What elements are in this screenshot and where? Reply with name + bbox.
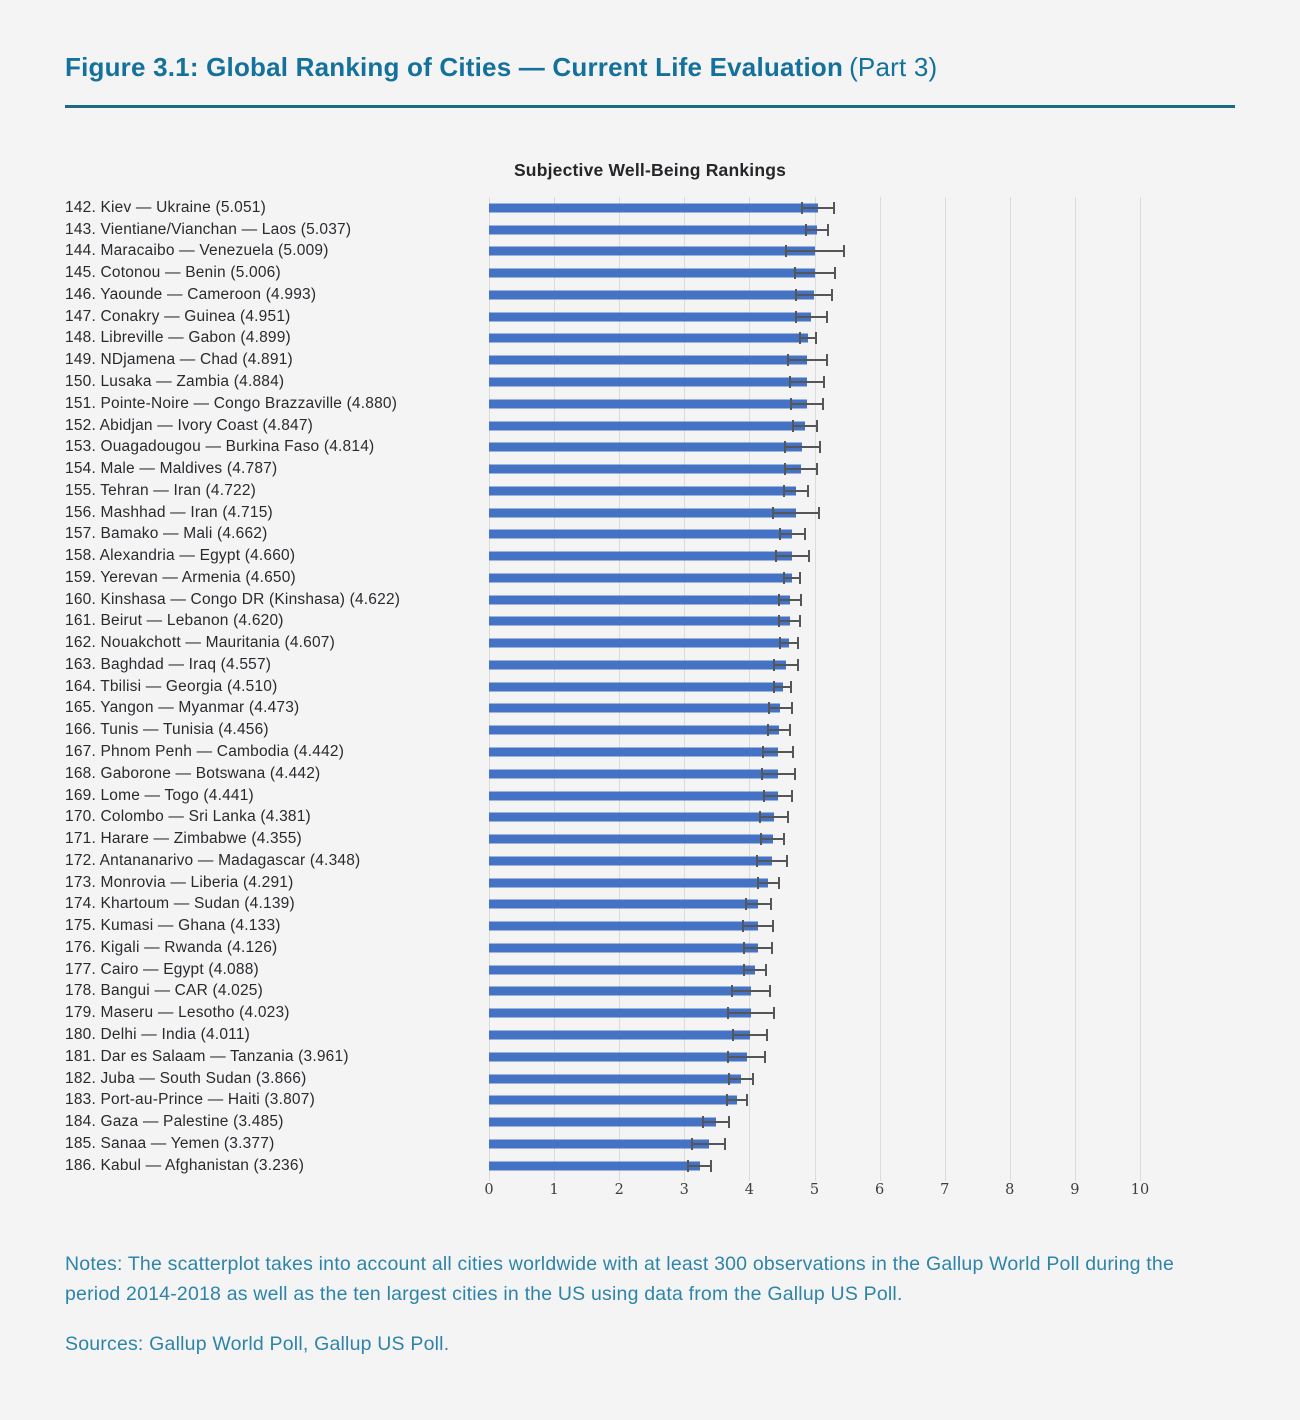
bar — [489, 465, 801, 474]
row-plot — [489, 1046, 1140, 1068]
chart-row — [65, 1155, 1235, 1177]
bar — [489, 247, 815, 256]
row-label: 156. Mashhad — Iran (4.715) — [65, 503, 273, 521]
row-plot — [489, 328, 1140, 350]
chart-row — [65, 306, 1235, 328]
row-label: 155. Tehran — Iran (4.722) — [65, 481, 257, 499]
bar — [489, 943, 758, 952]
bar — [489, 835, 773, 844]
bar — [489, 1161, 700, 1170]
chart-row — [65, 937, 1235, 959]
chart-row — [65, 915, 1235, 937]
bar — [489, 399, 807, 408]
row-plot — [489, 306, 1140, 328]
row-label: 159. Yerevan — Armenia (4.650) — [65, 568, 296, 586]
bar — [489, 1139, 709, 1148]
error-bar — [756, 855, 789, 867]
bar-chart — [65, 197, 1235, 1176]
bar — [489, 769, 778, 778]
chart-row — [65, 480, 1235, 502]
chart-row — [65, 1133, 1235, 1155]
bar — [489, 1074, 741, 1083]
chart-row — [65, 676, 1235, 698]
chart-row — [65, 872, 1235, 894]
row-plot — [489, 915, 1140, 937]
row-label: 170. Colombo — Sri Lanka (4.381) — [65, 808, 311, 826]
chart-row — [65, 589, 1235, 611]
chart-row — [65, 436, 1235, 458]
error-bar — [743, 942, 773, 954]
bar — [489, 856, 772, 865]
row-plot — [489, 415, 1140, 437]
row-label: 160. Kinshasa — Congo DR (Kinshasa) (4.622) — [65, 590, 401, 608]
error-bar — [726, 1094, 748, 1106]
row-plot — [489, 197, 1140, 219]
chart-row — [65, 1024, 1235, 1046]
row-label: 173. Monrovia — Liberia (4.291) — [65, 873, 294, 891]
row-plot — [489, 567, 1140, 589]
chart-row — [65, 502, 1235, 524]
row-plot — [489, 937, 1140, 959]
error-bar — [772, 507, 820, 519]
row-label: 179. Maseru — Lesotho (4.023) — [65, 1004, 290, 1022]
row-plot — [489, 676, 1140, 698]
row-plot — [489, 698, 1140, 720]
row-label: 162. Nouakchott — Mauritania (4.607) — [65, 634, 335, 652]
bar — [489, 312, 811, 321]
error-bar — [742, 920, 775, 932]
row-label: 182. Juba — South Sudan (3.866) — [65, 1069, 307, 1087]
row-plot — [489, 763, 1140, 785]
row-label: 167. Phnom Penh — Cambodia (4.442) — [65, 743, 345, 761]
error-bar — [792, 420, 818, 432]
error-bar — [761, 768, 796, 780]
chart-row — [65, 894, 1235, 916]
error-bar — [731, 985, 770, 997]
chart-row — [65, 349, 1235, 371]
error-bar — [762, 746, 795, 758]
chart-row — [65, 719, 1235, 741]
chart-row — [65, 371, 1235, 393]
row-plot — [489, 654, 1140, 676]
chart-row — [65, 806, 1235, 828]
row-label: 169. Lome — Togo (4.441) — [65, 786, 254, 804]
sources-text: Sources: Gallup World Poll, Gallup US Poll. — [65, 1332, 450, 1355]
bar — [489, 203, 818, 212]
error-bar — [795, 289, 833, 301]
x-axis-tick: 1 — [549, 1182, 559, 1199]
chart-row — [65, 654, 1235, 676]
row-label: 168. Gaborone — Botswana (4.442) — [65, 764, 321, 782]
row-label: 185. Sanaa — Yemen (3.377) — [65, 1134, 275, 1152]
error-bar — [783, 572, 801, 584]
figure-title-part: (Part 3) — [849, 52, 938, 82]
error-bar — [773, 659, 799, 671]
row-plot — [489, 349, 1140, 371]
error-bar — [743, 964, 766, 976]
bar — [489, 530, 792, 539]
bar — [489, 660, 786, 669]
error-bar — [779, 637, 799, 649]
row-label: 175. Kumasi — Ghana (4.133) — [65, 917, 281, 935]
row-label: 174. Khartoum — Sudan (4.139) — [65, 895, 295, 913]
chart-row — [65, 850, 1235, 872]
row-label: 186. Kabul — Afghanistan (3.236) — [65, 1156, 305, 1174]
chart-row — [65, 284, 1235, 306]
error-bar — [775, 550, 810, 562]
chart-row — [65, 415, 1235, 437]
x-axis-tick: 9 — [1070, 1182, 1080, 1199]
row-plot — [489, 1002, 1140, 1024]
row-label: 145. Cotonou — Benin (5.006) — [65, 264, 281, 282]
row-plot — [489, 1155, 1140, 1177]
chart-row — [65, 1111, 1235, 1133]
row-plot — [489, 1068, 1140, 1090]
row-plot — [489, 371, 1140, 393]
error-bar — [778, 594, 803, 606]
bar — [489, 987, 751, 996]
row-label: 158. Alexandria — Egypt (4.660) — [65, 547, 296, 565]
x-axis-tick: 6 — [874, 1182, 885, 1199]
bar — [489, 878, 768, 887]
bar — [489, 639, 789, 648]
error-bar — [745, 898, 772, 910]
chart-row — [65, 328, 1235, 350]
chart-row — [65, 262, 1235, 284]
row-label: 183. Port-au-Prince — Haiti (3.807) — [65, 1091, 315, 1109]
bar — [489, 922, 758, 931]
bar — [489, 1052, 747, 1061]
error-bar — [767, 724, 792, 736]
row-label: 163. Baghdad — Iraq (4.557) — [65, 655, 272, 673]
chart-row — [65, 785, 1235, 807]
row-label: 181. Dar es Salaam — Tanzania (3.961) — [65, 1047, 349, 1065]
row-label: 143. Vientiane/Vianchan — Laos (5.037) — [65, 220, 352, 238]
row-plot — [489, 981, 1140, 1003]
chart-row — [65, 219, 1235, 241]
error-bar — [795, 311, 828, 323]
bar — [489, 791, 778, 800]
chart-row — [65, 545, 1235, 567]
row-plot — [489, 959, 1140, 981]
bar — [489, 573, 792, 582]
error-bar — [727, 1007, 775, 1019]
row-plot — [489, 850, 1140, 872]
row-plot — [489, 785, 1140, 807]
x-axis-tick: 2 — [614, 1182, 624, 1199]
bar — [489, 1096, 737, 1105]
error-bar — [785, 245, 845, 257]
row-label: 154. Male — Maldives (4.787) — [65, 460, 278, 478]
row-plot — [489, 219, 1140, 241]
row-label: 172. Antananarivo — Madagascar (4.348) — [65, 851, 361, 869]
x-axis-tick: 7 — [940, 1182, 950, 1199]
chart-row — [65, 458, 1235, 480]
error-bar — [760, 833, 785, 845]
chart-row — [65, 959, 1235, 981]
error-bar — [784, 441, 822, 453]
error-bar — [784, 463, 818, 475]
row-plot — [489, 545, 1140, 567]
bar — [489, 356, 807, 365]
bar — [489, 552, 792, 561]
row-plot — [489, 436, 1140, 458]
row-plot — [489, 1111, 1140, 1133]
figure-title — [65, 52, 1235, 83]
chart-rows — [65, 197, 1235, 1176]
bar — [489, 421, 805, 430]
x-axis-tick: 8 — [1005, 1182, 1015, 1199]
error-bar — [773, 681, 791, 693]
row-plot — [489, 262, 1140, 284]
error-bar — [778, 615, 801, 627]
row-label: 177. Cairo — Egypt (4.088) — [65, 960, 259, 978]
row-label: 150. Lusaka — Zambia (4.884) — [65, 373, 285, 390]
row-label: 184. Gaza — Palestine (3.485) — [65, 1113, 284, 1131]
error-bar — [794, 267, 836, 279]
row-plot — [489, 806, 1140, 828]
error-bar — [790, 398, 824, 410]
chart-row — [65, 1089, 1235, 1111]
row-plot — [489, 872, 1140, 894]
bar — [489, 443, 802, 452]
error-bar — [779, 528, 805, 540]
bar — [489, 1118, 716, 1127]
error-bar — [691, 1138, 726, 1150]
chart-row — [65, 1068, 1235, 1090]
row-label: 144. Maracaibo — Venezuela (5.009) — [65, 242, 329, 260]
row-plot — [489, 894, 1140, 916]
bar — [489, 378, 807, 387]
bar — [489, 1030, 750, 1039]
row-label: 142. Kiev — Ukraine (5.051) — [65, 198, 266, 216]
row-label: 165. Yangon — Myanmar (4.473) — [65, 699, 300, 717]
error-bar — [759, 811, 789, 823]
bar — [489, 595, 790, 604]
chart-row — [65, 828, 1235, 850]
row-plot — [489, 241, 1140, 263]
chart-row — [65, 1002, 1235, 1024]
row-label: 147. Conakry — Guinea (4.951) — [65, 307, 291, 325]
bar — [489, 748, 778, 757]
error-bar — [702, 1116, 731, 1128]
row-plot — [489, 523, 1140, 545]
row-plot — [489, 502, 1140, 524]
chart-row — [65, 611, 1235, 633]
x-axis-tick: 4 — [744, 1182, 755, 1199]
row-plot — [489, 632, 1140, 654]
row-label: 171. Harare — Zimbabwe (4.355) — [65, 830, 302, 848]
row-plot — [489, 480, 1140, 502]
x-axis-tick: 3 — [679, 1182, 689, 1199]
bar — [489, 290, 814, 299]
x-axis-tick: 10 — [1130, 1182, 1150, 1199]
bar — [489, 1009, 751, 1018]
error-bar — [732, 1029, 768, 1041]
chart-row — [65, 1046, 1235, 1068]
figure-header — [65, 52, 1235, 108]
chart-row — [65, 763, 1235, 785]
row-label: 180. Delhi — India (4.011) — [65, 1025, 250, 1043]
x-axis — [484, 1176, 1150, 1202]
error-bar — [763, 790, 793, 802]
error-bar — [799, 332, 817, 344]
bar — [489, 900, 758, 909]
row-label: 161. Beirut — Lebanon (4.620) — [65, 612, 284, 630]
row-plot — [489, 1133, 1140, 1155]
chart-row — [65, 523, 1235, 545]
bar — [489, 508, 796, 517]
bar — [489, 617, 790, 626]
row-label: 157. Bamako — Mali (4.662) — [65, 525, 268, 543]
chart-row — [65, 981, 1235, 1003]
chart-title: Subjective Well-Being Rankings — [513, 160, 787, 180]
row-label: 151. Pointe-Noire — Congo Brazzaville (4.880) — [65, 394, 398, 412]
title-underline — [65, 105, 1235, 108]
error-bar — [687, 1160, 712, 1172]
chart-row — [65, 241, 1235, 263]
row-plot — [489, 741, 1140, 763]
error-bar — [728, 1073, 754, 1085]
row-label: 176. Kigali — Rwanda (4.126) — [65, 938, 278, 956]
error-bar — [801, 202, 835, 214]
chart-row — [65, 698, 1235, 720]
error-bar — [768, 702, 793, 714]
row-plot — [489, 1024, 1140, 1046]
row-label: 178. Bangui — CAR (4.025) — [65, 982, 263, 1000]
row-plot — [489, 828, 1140, 850]
bar — [489, 704, 780, 713]
chart-row — [65, 393, 1235, 415]
figure-title-main: Figure 3.1: Global Ranking of Cities — Current Life Evaluation — [65, 52, 844, 82]
chart-row — [65, 197, 1235, 219]
chart-row — [65, 632, 1235, 654]
row-plot — [489, 1089, 1140, 1111]
row-label: 164. Tbilisi — Georgia (4.510) — [65, 677, 278, 695]
row-plot — [489, 393, 1140, 415]
chart-row — [65, 567, 1235, 589]
row-plot — [489, 611, 1140, 633]
error-bar — [757, 877, 780, 889]
row-plot — [489, 589, 1140, 611]
row-label: 149. NDjamena — Chad (4.891) — [65, 351, 293, 369]
row-plot — [489, 458, 1140, 480]
notes-text: Notes: The scatterplot takes into account all cities worldwide with at least 300 observations in the Gallup World Poll during the period 2014-2018 as well as the ten largest cities in the US using data from the Gallup US Poll. — [65, 1253, 1174, 1305]
chart-row — [65, 741, 1235, 763]
bar — [489, 726, 779, 735]
error-bar — [727, 1051, 766, 1063]
bar — [489, 269, 815, 278]
row-label: 153. Ouagadougou — Burkina Faso (4.814) — [65, 438, 375, 456]
row-label: 152. Abidjan — Ivory Coast (4.847) — [65, 416, 314, 434]
row-plot — [489, 284, 1140, 306]
row-plot — [489, 719, 1140, 741]
bar — [489, 334, 808, 343]
error-bar — [789, 376, 825, 388]
row-label: 146. Yaounde — Cameroon (4.993) — [65, 285, 317, 303]
error-bar — [787, 354, 827, 366]
bar — [489, 682, 783, 691]
bar — [489, 486, 796, 495]
bar — [489, 225, 817, 234]
row-label: 166. Tunis — Tunisia (4.456) — [65, 721, 269, 739]
bar — [489, 813, 774, 822]
x-axis-tick: 5 — [809, 1182, 820, 1199]
row-label: 148. Libreville — Gabon (4.899) — [65, 329, 291, 347]
error-bar — [783, 485, 809, 497]
bar — [489, 965, 755, 974]
x-axis-tick: 0 — [484, 1182, 494, 1199]
error-bar — [805, 224, 828, 236]
